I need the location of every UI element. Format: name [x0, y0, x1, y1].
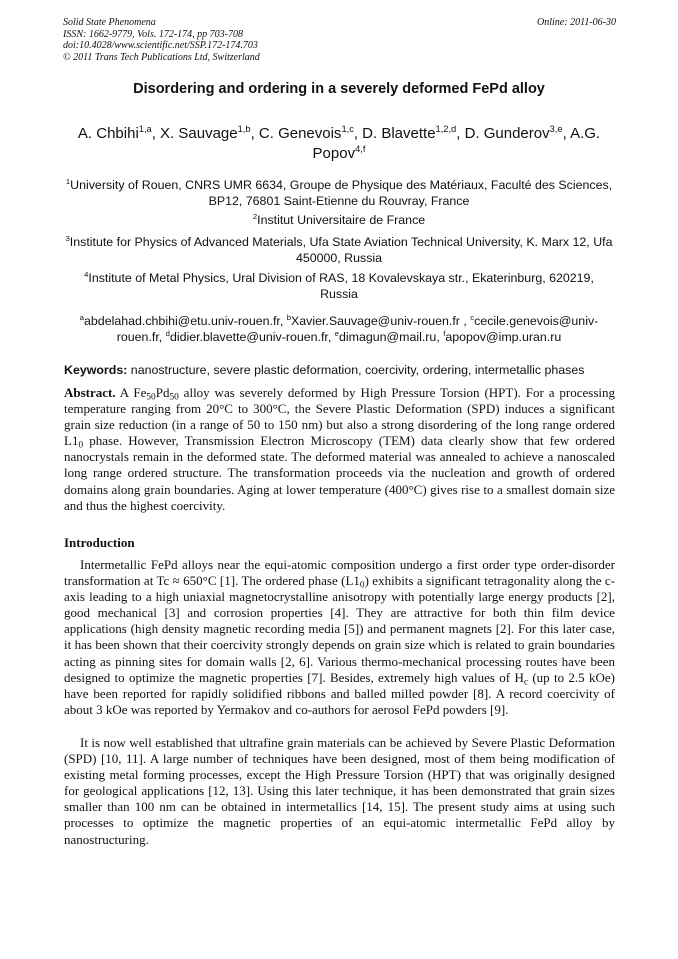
affiliation-mark: 4 [84, 269, 89, 279]
subscript: 0 [78, 440, 84, 451]
subscript: c [523, 676, 529, 687]
author-name: , C. Genevois [250, 125, 342, 142]
email-address[interactable]: abdelahad.chbihi@etu.univ-rouen.fr, [84, 314, 287, 328]
affiliation-text: Institute of Metal Physics, Ural Division of RAS, 18 Kovalevskaya str., Ekaterinburg, 620219, Russia [88, 271, 594, 301]
journal-header [63, 17, 260, 63]
subscript: 50 [146, 392, 156, 403]
paragraph-text: ) exhibits a significant tetragonality along the c-axis leading to a high uniaxial magnetocrystalline anisotropy with potentially large energy products [2], good mechanical [3] and corrosion properties [4]. They are attractive for both thin film device applications (high density magnetic recording media [5]) and permanent magnets [2]. For this later case, it has been shown that their coercivity strongly depends on grain size which is related to grain boundaries acting as pinning sites for domain walls [2, 6]. Various thermo-mechanical processing routes have been designed to optimize the magnetic properties [7]. Besides, extremely high values of H [64, 573, 615, 685]
author-affiliation-mark: 3,e [549, 124, 563, 134]
author-list [64, 124, 614, 164]
author-name: , X. Sauvage [151, 125, 238, 142]
abstract-text: Pd [155, 385, 170, 400]
author-name: , A.G. Popov [312, 125, 601, 162]
paragraph-text: Intermetallic FePd alloys near the equi-atomic composition undergo a first order type order-disorder transformation at Tc ≈ 650°C [1]. The ordered phase (L1 [64, 557, 615, 589]
abstract-text: alloy was severely deformed by High Pressure Torsion (HPT). For a processing temperature ranging from 20°C to 300°C, the Severe Plastic Deformation (SPD) induces a significant grain size reduction (in a range of 50 to 150 nm) but also a strong disordering of the long range ordered L1 [64, 385, 615, 449]
affiliation-1 [64, 177, 614, 209]
affiliation-text: Institut Universitaire de France [257, 213, 426, 227]
author-name: , D. Gunderov [456, 125, 550, 142]
affiliation-4 [64, 270, 614, 302]
abstract-label: Abstract. [64, 385, 116, 400]
email-address[interactable]: didier.blavette@univ-rouen.fr, [169, 330, 335, 344]
issn-line: ISSN: 1662-9779, Vols. 172-174, pp 703-708 [63, 28, 243, 40]
author-name: A. Chbihi [77, 125, 139, 142]
keywords-label: Keywords: [64, 363, 128, 377]
doi-line: doi:10.4028/www.scientific.net/SSP.172-174.703 [63, 40, 258, 51]
author-affiliation-mark: 1,b [237, 124, 251, 134]
email-mark: b [286, 312, 291, 322]
subscript: 0 [359, 580, 365, 591]
abstract-text: phase. However, Transmission Electron Microscopy (TEM) data clearly show that few ordered nanocrystals remain in the deformed state. The deformed material was annealed to achieve a nanoscaled long range ordered structure. The transformation proceeds via the nucleation and growth of ordered domains along grain boundaries. Aging at lower temperature (400°C) gives rise to a smallest domain size and thus the highest coercivity. [64, 433, 615, 513]
email-mark: a [79, 312, 85, 322]
email-mark: c [470, 312, 475, 322]
keywords-text: nanostructure, severe plastic deformation, coercivity, ordering, intermetallic phases [127, 363, 585, 377]
affiliation-mark: 1 [65, 176, 71, 186]
affiliation-mark: 3 [65, 233, 70, 243]
email-mark: f [443, 328, 446, 338]
abstract [64, 385, 615, 514]
author-affiliation-mark: 1,2,d [435, 124, 457, 134]
affiliation-mark: 2 [252, 211, 258, 221]
email-address[interactable]: Xavier.Sauvage@univ-rouen.fr , [291, 314, 471, 328]
introduction-paragraph-2: It is now well established that ultrafine grain materials can be achieved by Severe Plastic Deformation (SPD) [10, 11]. A large number of techniques have been designed, most of them being modification of existing metal forming processes, except the High Pressure Torsion (HPT) that was originally designed for geological applications [12, 13]. Using this later technique, it has been demonstrated that grain sizes smaller than 100 nm can be obtained in intermetallics [14, 15]. The present study aims at using such processes to optimize the magnetic properties of an equi-atomic intermetallic FePd alloy by nanostructuring. [64, 735, 615, 847]
subscript: 50 [169, 392, 179, 403]
email-mark: e [334, 328, 340, 338]
affiliation-text: Institute for Physics of Advanced Materials, Ufa State Aviation Technical University, K. Marx 12, Ufa 450000, Russia [69, 235, 613, 265]
author-affiliation-mark: 4,f [355, 144, 366, 154]
journal-name: Solid State Phenomena [63, 17, 156, 28]
introduction-paragraph-1 [64, 557, 615, 718]
paragraph-text: (up to 2.5 kOe) have been reported for rapidly solidified ribbons and balled milled powder [8]. A record coercivity of about 3 kOe was reported by Yermakov and co-authors for aerosol FePd powders [9]. [64, 669, 615, 717]
paper-title: Disordering and ordering in a severely deformed FePd alloy [133, 81, 545, 97]
email-address[interactable]: dimagun@mail.ru, [339, 330, 444, 344]
online-date: Online: 2011-06-30 [537, 17, 616, 28]
author-name: , D. Blavette [353, 125, 436, 142]
email-mark: d [165, 328, 170, 338]
email-address[interactable]: apopov@imp.uran.ru [445, 330, 562, 344]
email-address[interactable]: cecile.genevois@univ-rouen.fr, [116, 314, 599, 344]
author-affiliation-mark: 1,c [341, 124, 354, 134]
author-emails [64, 313, 614, 345]
author-affiliation-mark: 1,a [138, 124, 152, 134]
affiliation-2 [64, 212, 614, 228]
affiliation-text: University of Rouen, CNRS UMR 6634, Groupe de Physique des Matériaux, Faculté des Sciences, BP12, 76801 Saint-Etienne du Rouvray, France [70, 178, 613, 208]
keywords [64, 362, 614, 378]
affiliation-3 [64, 234, 614, 266]
copyright-line: © 2011 Trans Tech Publications Ltd, Switzerland [63, 51, 260, 63]
section-heading-introduction: Introduction [64, 535, 135, 550]
abstract-text: A Fe [115, 385, 147, 400]
